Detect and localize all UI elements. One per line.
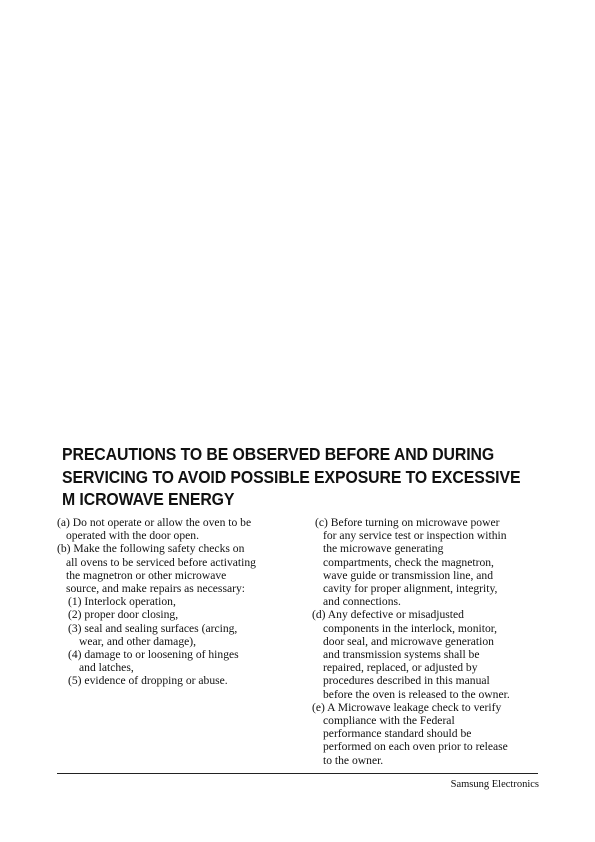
- text-line: operated with the door open.: [66, 529, 199, 543]
- text-line: before the oven is released to the owner.: [323, 687, 510, 701]
- safety-checks-list: [57, 595, 297, 687]
- precaution-item-c: [312, 516, 552, 608]
- text-line: the microwave generating: [323, 542, 444, 556]
- safety-check-item: (2) proper door closing,: [68, 608, 179, 622]
- text-line: compliance with the Federal: [323, 714, 455, 728]
- safety-check-item-cont: and latches,: [79, 661, 134, 675]
- text-line: (b) Make the following safety checks on: [57, 542, 245, 556]
- safety-check-item: (5) evidence of dropping or abuse.: [68, 674, 228, 688]
- safety-check-item: (4) damage to or loosening of hinges: [68, 648, 239, 662]
- text-line: performed on each oven prior to release: [323, 740, 508, 754]
- text-line: performance standard should be: [323, 727, 472, 741]
- text-line: components in the interlock, monitor,: [323, 621, 498, 635]
- text-line: cavity for proper alignment, integrity,: [323, 582, 498, 596]
- precaution-item-d: [312, 608, 552, 700]
- text-line: procedures described in this manual: [323, 674, 490, 688]
- text-line: repaired, replaced, or adjusted by: [323, 661, 478, 675]
- safety-check-item: (3) seal and sealing surfaces (arcing,: [68, 621, 238, 635]
- text-line: (e) A Microwave leakage check to verify: [312, 700, 502, 714]
- precaution-item-a: [57, 516, 297, 542]
- text-line: to the owner.: [323, 753, 384, 767]
- footer-company: Samsung Electronics: [450, 779, 539, 790]
- right-column: [312, 516, 552, 767]
- heading-line: PRECAUTIONS TO BE OBSERVED BEFORE AND DURING: [62, 444, 495, 464]
- text-line: all ovens to be serviced before activating: [66, 555, 256, 569]
- heading-line: M ICROWAVE ENERGY: [62, 489, 235, 509]
- text-line: source, and make repairs as necessary:: [66, 582, 245, 596]
- text-line: and connections.: [323, 595, 401, 609]
- safety-check-item-cont: wear, and other damage),: [79, 634, 197, 648]
- heading-line: SERVICING TO AVOID POSSIBLE EXPOSURE TO EXCESSIVE: [62, 466, 521, 487]
- safety-check-item: (1) Interlock operation,: [68, 595, 176, 609]
- text-line: (a) Do not operate or allow the oven to be: [57, 516, 252, 529]
- precaution-item-b: [57, 542, 297, 595]
- text-line: wave guide or transmission line, and: [323, 568, 494, 582]
- text-line: (c) Before turning on microwave power: [315, 516, 500, 529]
- precaution-item-e: [312, 701, 552, 767]
- page-heading: [62, 443, 521, 511]
- text-line: the magnetron or other microwave: [66, 568, 227, 582]
- footer-divider: [57, 773, 538, 774]
- left-column: [57, 516, 297, 688]
- text-line: (d) Any defective or misadjusted: [312, 608, 464, 622]
- text-line: and transmission systems shall be: [323, 648, 480, 662]
- text-line: for any service test or inspection within: [323, 529, 507, 543]
- text-line: door seal, and microwave generation: [323, 634, 494, 648]
- text-line: compartments, check the magnetron,: [323, 555, 494, 569]
